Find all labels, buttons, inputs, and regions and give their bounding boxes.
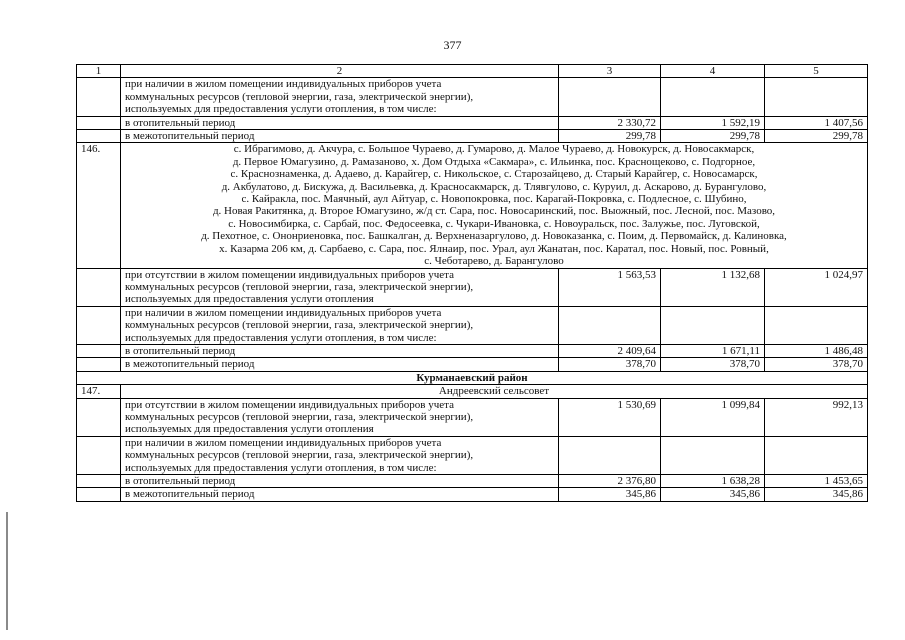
tariff-value-col-5 (765, 78, 868, 116)
row-description (121, 488, 559, 501)
description-line: в межотопительный период (125, 488, 255, 501)
description-line: коммунальных ресурсов (тепловой энергии, газа, электрической энергии), (125, 410, 474, 423)
scan-edge-mark (6, 512, 8, 630)
tariff-value-col-4: 1 132,68 (661, 268, 765, 306)
table-row (77, 116, 868, 129)
tariff-value-col-3 (559, 306, 661, 344)
locality-line: д. Пехотное, с. Ононриеновка, пос. Башкалган, д. Верхненазаргулово, д. Новоказанка, с. Поим, д. Первомайск, д. Калиновка, (201, 230, 787, 243)
tariff-value-col-5 (765, 306, 868, 344)
tariff-value-col-5: 345,86 (765, 488, 868, 501)
tariff-value-col-4: 1 099,84 (661, 398, 765, 436)
tariff-value-col-3: 1 530,69 (559, 398, 661, 436)
table-row (77, 436, 868, 474)
row-index (77, 488, 121, 501)
row-description (121, 116, 559, 129)
tariff-value-col-3: 2 330,72 (559, 116, 661, 129)
tariff-value-col-4: 1 638,28 (661, 475, 765, 488)
locality-line: д. Акбулатово, д. Бискужа, д. Васильевка, д. Красносакмарск, д. Тлявгулово, с. Куруил, д. Аскарово, д. Бурангулово, (221, 180, 767, 193)
table-row (77, 344, 868, 357)
tariff-value-col-5: 299,78 (765, 130, 868, 143)
region-heading: Курманаевский район (77, 371, 868, 384)
tariff-value-col-5: 1 407,56 (765, 116, 868, 129)
header-col-5: 5 (765, 65, 868, 78)
table-row (77, 130, 868, 143)
row-index (77, 306, 121, 344)
description-line: при отсутствии в жилом помещении индивидуальных приборов учета (125, 268, 454, 281)
row-index (77, 78, 121, 116)
description-line: коммунальных ресурсов (тепловой энергии, газа, электрической энергии), (125, 319, 474, 332)
tariff-value-col-3: 345,86 (559, 488, 661, 501)
description-line: при отсутствии в жилом помещении индивидуальных приборов учета (125, 398, 454, 411)
table-row (77, 488, 868, 501)
tariff-value-col-4: 1 671,11 (661, 344, 765, 357)
row-description (121, 130, 559, 143)
tariff-value-col-3: 378,70 (559, 358, 661, 371)
description-line: в межотопительный период (125, 358, 255, 371)
row-description (121, 398, 559, 436)
row-description (121, 78, 559, 116)
description-line: в отопительный период (125, 475, 236, 487)
description-line: в отопительный период (125, 344, 236, 357)
table-row (77, 78, 868, 116)
row-index: 147. (77, 385, 121, 398)
tariff-value-col-3: 299,78 (559, 130, 661, 143)
row-index (77, 268, 121, 306)
locality-list (121, 143, 868, 268)
description-line: в отопительный период (125, 116, 236, 129)
page-number: 377 (443, 38, 462, 52)
header-col-4: 4 (661, 65, 765, 78)
description-line: при наличии в жилом помещении индивидуальных приборов учета (125, 436, 442, 449)
header-col-3: 3 (559, 65, 661, 78)
row-description (121, 358, 559, 371)
description-line: используемых для предоставления услуги отопления (125, 293, 374, 306)
row-description (121, 344, 559, 357)
region-heading-row (77, 371, 868, 384)
row-index (77, 358, 121, 371)
tariff-value-col-5: 1 453,65 (765, 475, 868, 488)
header-col-2: 2 (121, 65, 559, 78)
row-index (77, 130, 121, 143)
description-line: коммунальных ресурсов (тепловой энергии, газа, электрической энергии), (125, 280, 474, 293)
row-index (77, 436, 121, 474)
locality-row (77, 143, 868, 268)
row-index (77, 344, 121, 357)
row-description (121, 306, 559, 344)
header-col-1: 1 (77, 65, 121, 78)
locality-line: х. Казарма 206 км, д. Сарбаево, с. Сара, пос. Ялнаир, пос. Урал, аул Жанатан, пос. Каратал, пос. Новый, пос. Ровный, (219, 242, 769, 255)
tariff-value-col-4 (661, 306, 765, 344)
table-row (77, 475, 868, 488)
table-row (77, 306, 868, 344)
tariff-value-col-3 (559, 436, 661, 474)
description-line: используемых для предоставления услуги отопления, в том числе: (125, 331, 437, 344)
row-index (77, 398, 121, 436)
locality-line: д. Новая Ракитянка, д. Второе Юмагузино, ж/д ст. Сара, пос. Новосаринский, пос. Выожный, пос. Лесной, пос. Мазово, (212, 205, 776, 218)
tariff-value-col-3: 1 563,53 (559, 268, 661, 306)
table-row (77, 398, 868, 436)
row-description (121, 436, 559, 474)
table-header-row (77, 65, 868, 78)
locality-line: с. Ибрагимово, д. Акчура, с. Большое Чураево, д. Гумарово, д. Малое Чураево, д. Новокурск, д. Новосакмарск, (233, 143, 755, 156)
description-line: в межотопительный период (125, 130, 255, 143)
row-description (121, 475, 559, 488)
tariff-value-col-4 (661, 78, 765, 116)
locality-line: с. Кайракла, пос. Маячный, аул Айтуар, с. Новопокровка, пос. Карагай-Покровка, с. Подлесное, с. Шубино, (241, 193, 747, 206)
description-line: коммунальных ресурсов (тепловой энергии, газа, электрической энергии), (125, 449, 474, 462)
tariff-value-col-3: 2 376,80 (559, 475, 661, 488)
description-line: используемых для предоставления услуги отопления, в том числе: (125, 461, 437, 474)
description-line: коммунальных ресурсов (тепловой энергии, газа, электрической энергии), (125, 90, 474, 103)
locality-row (77, 385, 868, 398)
tariff-value-col-5: 1 024,97 (765, 268, 868, 306)
tariff-value-col-5 (765, 436, 868, 474)
row-index (77, 116, 121, 129)
description-line: используемых для предоставления услуги отопления, в том числе: (125, 103, 437, 116)
tariff-value-col-5: 1 486,48 (765, 344, 868, 357)
tariff-value-col-4: 299,78 (661, 130, 765, 143)
locality-line: с. Чеботарево, д. Барангулово (424, 255, 564, 268)
table-row (77, 268, 868, 306)
description-line: используемых для предоставления услуги отопления (125, 423, 374, 436)
tariff-value-col-3: 2 409,64 (559, 344, 661, 357)
row-description (121, 268, 559, 306)
locality-list (121, 385, 868, 398)
tariff-value-col-4: 1 592,19 (661, 116, 765, 129)
row-index: 146. (77, 143, 121, 268)
locality-line: д. Первое Юмагузино, д. Рамазаново, х. Дом Отдыха «Сакмара», с. Ильинка, пос. Краснощеково, с. Подгорное, (232, 155, 756, 168)
tariff-value-col-5: 378,70 (765, 358, 868, 371)
description-line: при наличии в жилом помещении индивидуальных приборов учета (125, 78, 442, 91)
tariff-value-col-4 (661, 436, 765, 474)
locality-line: с. Краснознаменка, д. Адаево, д. Карайгер, с. Никольское, с. Старозайцево, д. Старый Карайгер, с. Новосамарск, (230, 168, 758, 181)
locality-line: с. Новосимбирка, с. Сарбай, пос. Федосеевка, с. Чукари-Ивановка, с. Новоуральск, пос. Залужье, пос. Луговской, (228, 217, 760, 230)
tariff-value-col-3 (559, 78, 661, 116)
row-index (77, 475, 121, 488)
tariff-value-col-4: 378,70 (661, 358, 765, 371)
tariff-table (76, 64, 868, 502)
tariff-value-col-4: 345,86 (661, 488, 765, 501)
table-row (77, 358, 868, 371)
locality-line: Андреевский сельсовет (438, 385, 550, 398)
tariff-value-col-5: 992,13 (765, 398, 868, 436)
description-line: при наличии в жилом помещении индивидуальных приборов учета (125, 306, 442, 319)
